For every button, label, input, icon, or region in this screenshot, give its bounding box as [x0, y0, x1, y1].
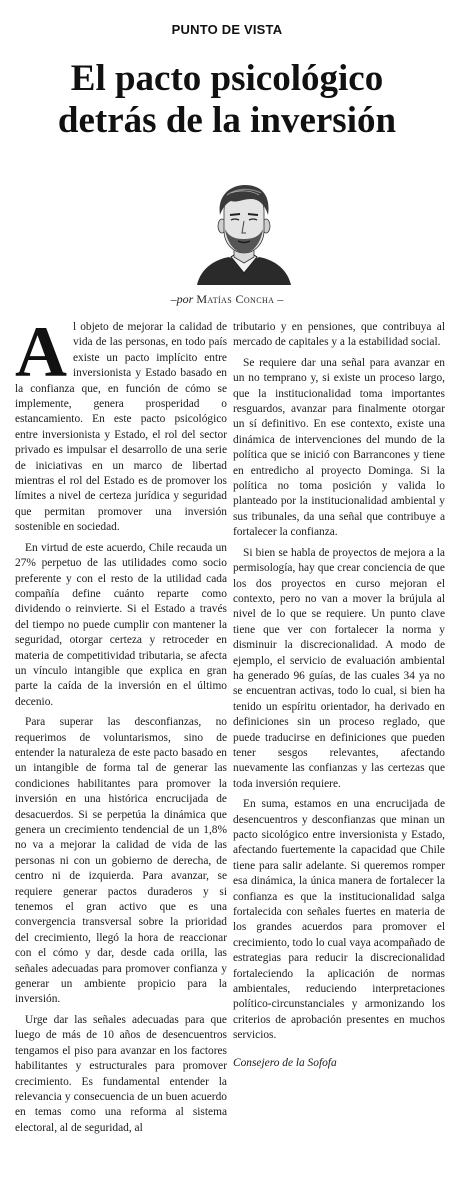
author-name: Matías Concha [196, 292, 275, 306]
headline-line-1: El pacto psicológico [70, 58, 384, 99]
article-paragraph: tributario y en pensiones, que contribuya al mercado de capitales y a la estabilidad social. [233, 321, 445, 349]
article-paragraph: Para superar las desconfianzas, no requerimos de voluntarismos, sino de entender la naturaleza de este pacto basado en un intangible de forma tal de generar las condiciones habilitantes para promover la inversión en una histórica encrucijada de desacuerdos. Si se perpetúa la dinámica que genera un crecimiento tendencial de un 1,8% no va a mejorar la calidad de vida de las personas ni con un gobierno de derecha, de centro ni de izquierda. Para avanzar, se requiere generar pactos duraderos y si tenemos el gran activo que es una convergencia transversal sobre la prioridad del crecimiento, llegó la hora de reaccionar con el cómo y dar, desde cada orilla, las señales adecuadas para promover confianza y generar un ambiente propicio para la inversión. [15, 716, 227, 1006]
article-column-left [15, 312, 227, 1141]
byline-suffix: – [277, 292, 284, 306]
author-signature: Consejero de la Sofofa [233, 1056, 337, 1069]
headline [0, 58, 454, 142]
article-column-right [233, 320, 445, 1071]
article-paragraph: Si bien se habla de proyectos de mejora a la permisología, hay que crear conciencia de que los dos proyectos en curso mejoran el contexto, pero no van a mover la brújula al nivel de lo que se requiere. Un punto clave tiene que ver con fortalecer la norma y disminuir la discrecionalidad. A modo de ejemplo, el servicio de evaluación ambiental ha generado 96 guías, de las cuales 34 ya no se encuentran activas, todo lo cual, si bien ha tenido un espíritu orientador, ha derivado en definiciones sin un proceso reglado, que puede traducirse en definiciones que pueden tener sesgos relevantes, afectando nuevamente las confianzas y las certezas que toda inversión requiere. [233, 546, 445, 790]
article-paragraph: En virtud de este acuerdo, Chile recauda un 27% perpetuo de las utilidades como socio preferente y con el resto de la utilidad cada compañía define cuánto reparte como dividendo o reinvierte. Si el Estado a través del tiempo no puede cumplir con mantener la seguridad, otorgar certeza y retroceder en materia de competitividad tributaria, se afecta un vínculo intangible que explica en gran parte la caída de la inversión en el último decenio. [15, 541, 227, 708]
byline-prefix: –por [170, 292, 194, 306]
article-paragraph [15, 312, 227, 536]
article-paragraph: Se requiere dar una señal para avanzar en un no temprano y, si existe un proceso largo, que la institucionalidad toma importantes resguardos, avanzar para finalmente otorgar un sí definitivo. En ese contexto, existe una dinámica de intervenciones del mundo de la política que se inició con Barrancones y tiene en entredicho al proyecto Dominga. Si la política no toma posición y valida lo planteado por la institucionalidad ambiental y sus tribunales, da una señal que contribuye a fortalecer la confianza. [233, 356, 445, 539]
byline [0, 292, 454, 307]
article-paragraph: Urge dar las señales adecuadas para que luego de más de 10 años de desencuentros tengamos el piso para avanzar en los factores habilitantes y estructurales para promover crecimiento. Es fundamental entender la relevancia y consecuencia de un buen acuerdo en temas como una reforma al sistema electoral, al de seguridad, al [15, 1013, 227, 1134]
paragraph-text: l objeto de mejorar la calidad de vida de las personas, en todo país existe un pacto implícito entre inversionista y Estado basado en la confianza que, en función de cómo se implemente, genera prosperidad o estancamiento. En este pacto psicológico entre inversionista y Estado, el rol del sector privado es impulsar el desarrollo de una serie de iniciativas en un marco de libertad mientras el rol del Estado es de promover los límites a nivel de certeza jurídica y seguridad que permitan promover una inversión sostenible en sociedad. [15, 321, 227, 534]
article-paragraph: En suma, estamos en una encrucijada de desencuentros y desconfianzas que minan un pacto sicológico entre inversionista y Estado, afectando fuertemente la capacidad que Chile tiene para salir adelante. Si queremos romper esa dinámica, la única manera de fortalecer la confianza es que la institucionalidad salga fortalecida con señales fuertes en materia de los grandes acuerdos para promover el crecimiento, todo lo cual vaya acompañado de estrategias para reducir la discrecionalidad fortaleciendo la aplicación de normas ambientales, reduciendo interpretaciones político-circunstanciales y armonizando los criterios de aprobación presentes en muchos servicios. [233, 798, 445, 1042]
author-portrait-illustration [191, 181, 297, 285]
drop-cap: A [15, 312, 67, 392]
headline-line-2: detrás de la inversión [57, 100, 397, 141]
section-label: PUNTO DE VISTA [171, 22, 283, 37]
